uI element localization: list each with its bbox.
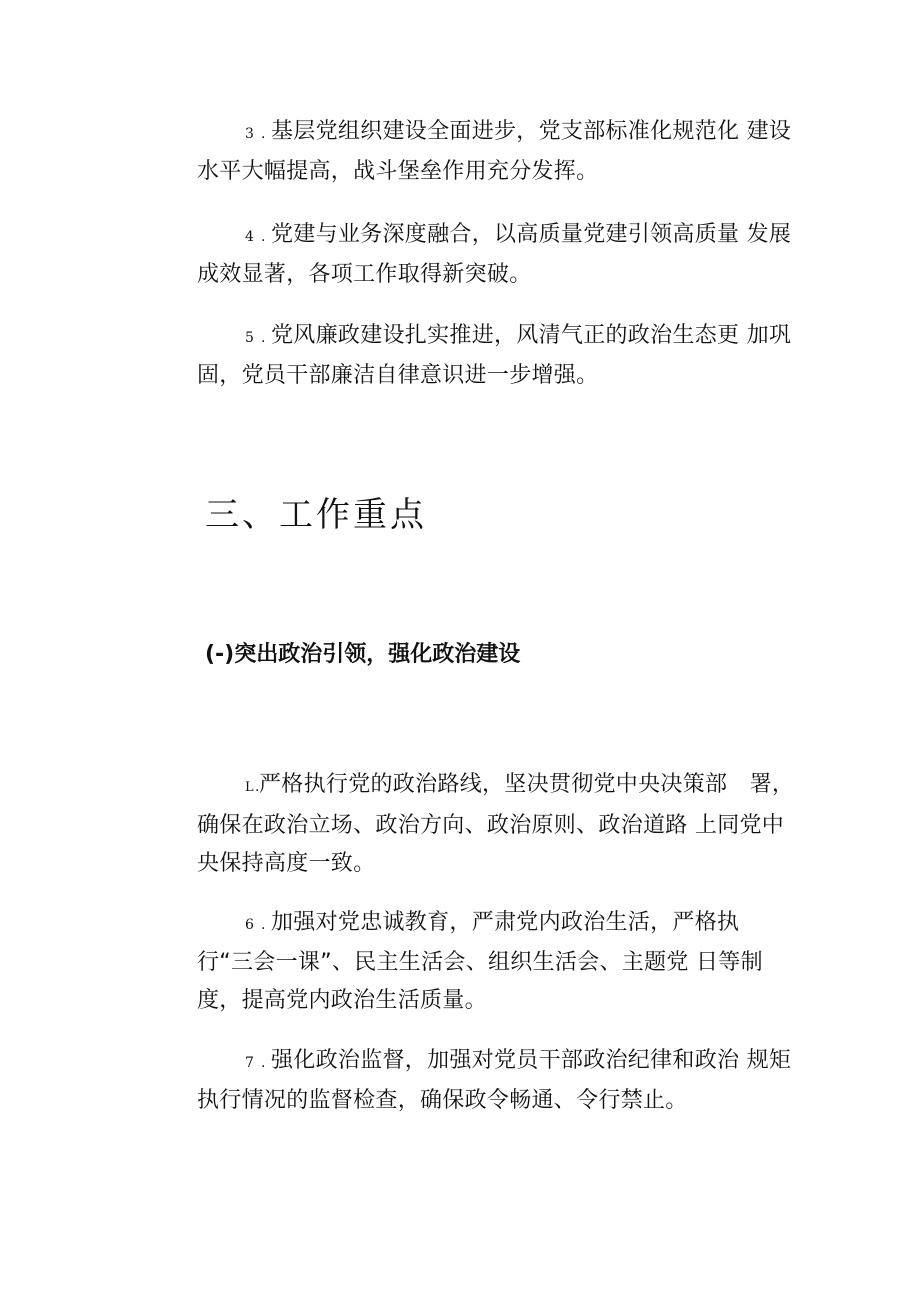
section-heading: 三、工作重点 — [205, 495, 427, 535]
item-dot: . — [255, 779, 260, 795]
sub-heading: (-)突出政治引领，强化政治建设 — [205, 642, 521, 667]
item-text: 党建与业务深度融合，以高质量党建引领高质量 发展成效显著，各项工作取得新突破。 — [197, 222, 792, 287]
paragraph-item-1 — [197, 766, 797, 883]
item-text: 严格执行党的政治路线，坚决贯彻党中央决策部 署，确保在政治立场、政治方向、政治原则、政治道路 上同党中央保持高度一致。 — [197, 772, 795, 876]
paragraph-item-3 — [197, 113, 797, 191]
item-dot: . — [261, 917, 266, 933]
item-dot: . — [261, 1055, 266, 1071]
item-number: 7 — [245, 1055, 255, 1071]
item-dot: . — [261, 330, 266, 346]
paragraph-item-4 — [197, 216, 797, 294]
item-dot: . — [261, 126, 266, 142]
item-text: 基层党组织建设全面进步，党支部标准化规范化 建设水平大幅提高，战斗堡垒作用充分发挥。 — [197, 119, 792, 184]
paragraph-item-6 — [197, 904, 797, 1020]
item-number: 6 — [245, 917, 255, 933]
paragraph-item-5 — [197, 317, 797, 395]
item-text: 强化政治监督，加强对党员干部政治纪律和政治 规矩执行情况的监督检查，确保政令畅通、令行禁止。 — [197, 1048, 792, 1113]
item-text: 加强对党忠诚教育，严肃党内政治生活，严格执 行“三会一课”、民主生活会、组织生活会、主题党 日等制度，提高党内政治生活质量。 — [197, 910, 763, 1013]
item-number: L — [245, 780, 254, 795]
item-number: 5 — [245, 330, 255, 346]
item-text: 党风廉政建设扎实推进，风清气正的政治生态更 加巩固，党员干部廉洁自律意识进一步增强。 — [197, 323, 792, 388]
paragraph-item-7 — [197, 1042, 797, 1120]
item-number: 4 — [245, 229, 255, 245]
item-dot: . — [261, 229, 266, 245]
item-number: 3 — [245, 126, 255, 142]
